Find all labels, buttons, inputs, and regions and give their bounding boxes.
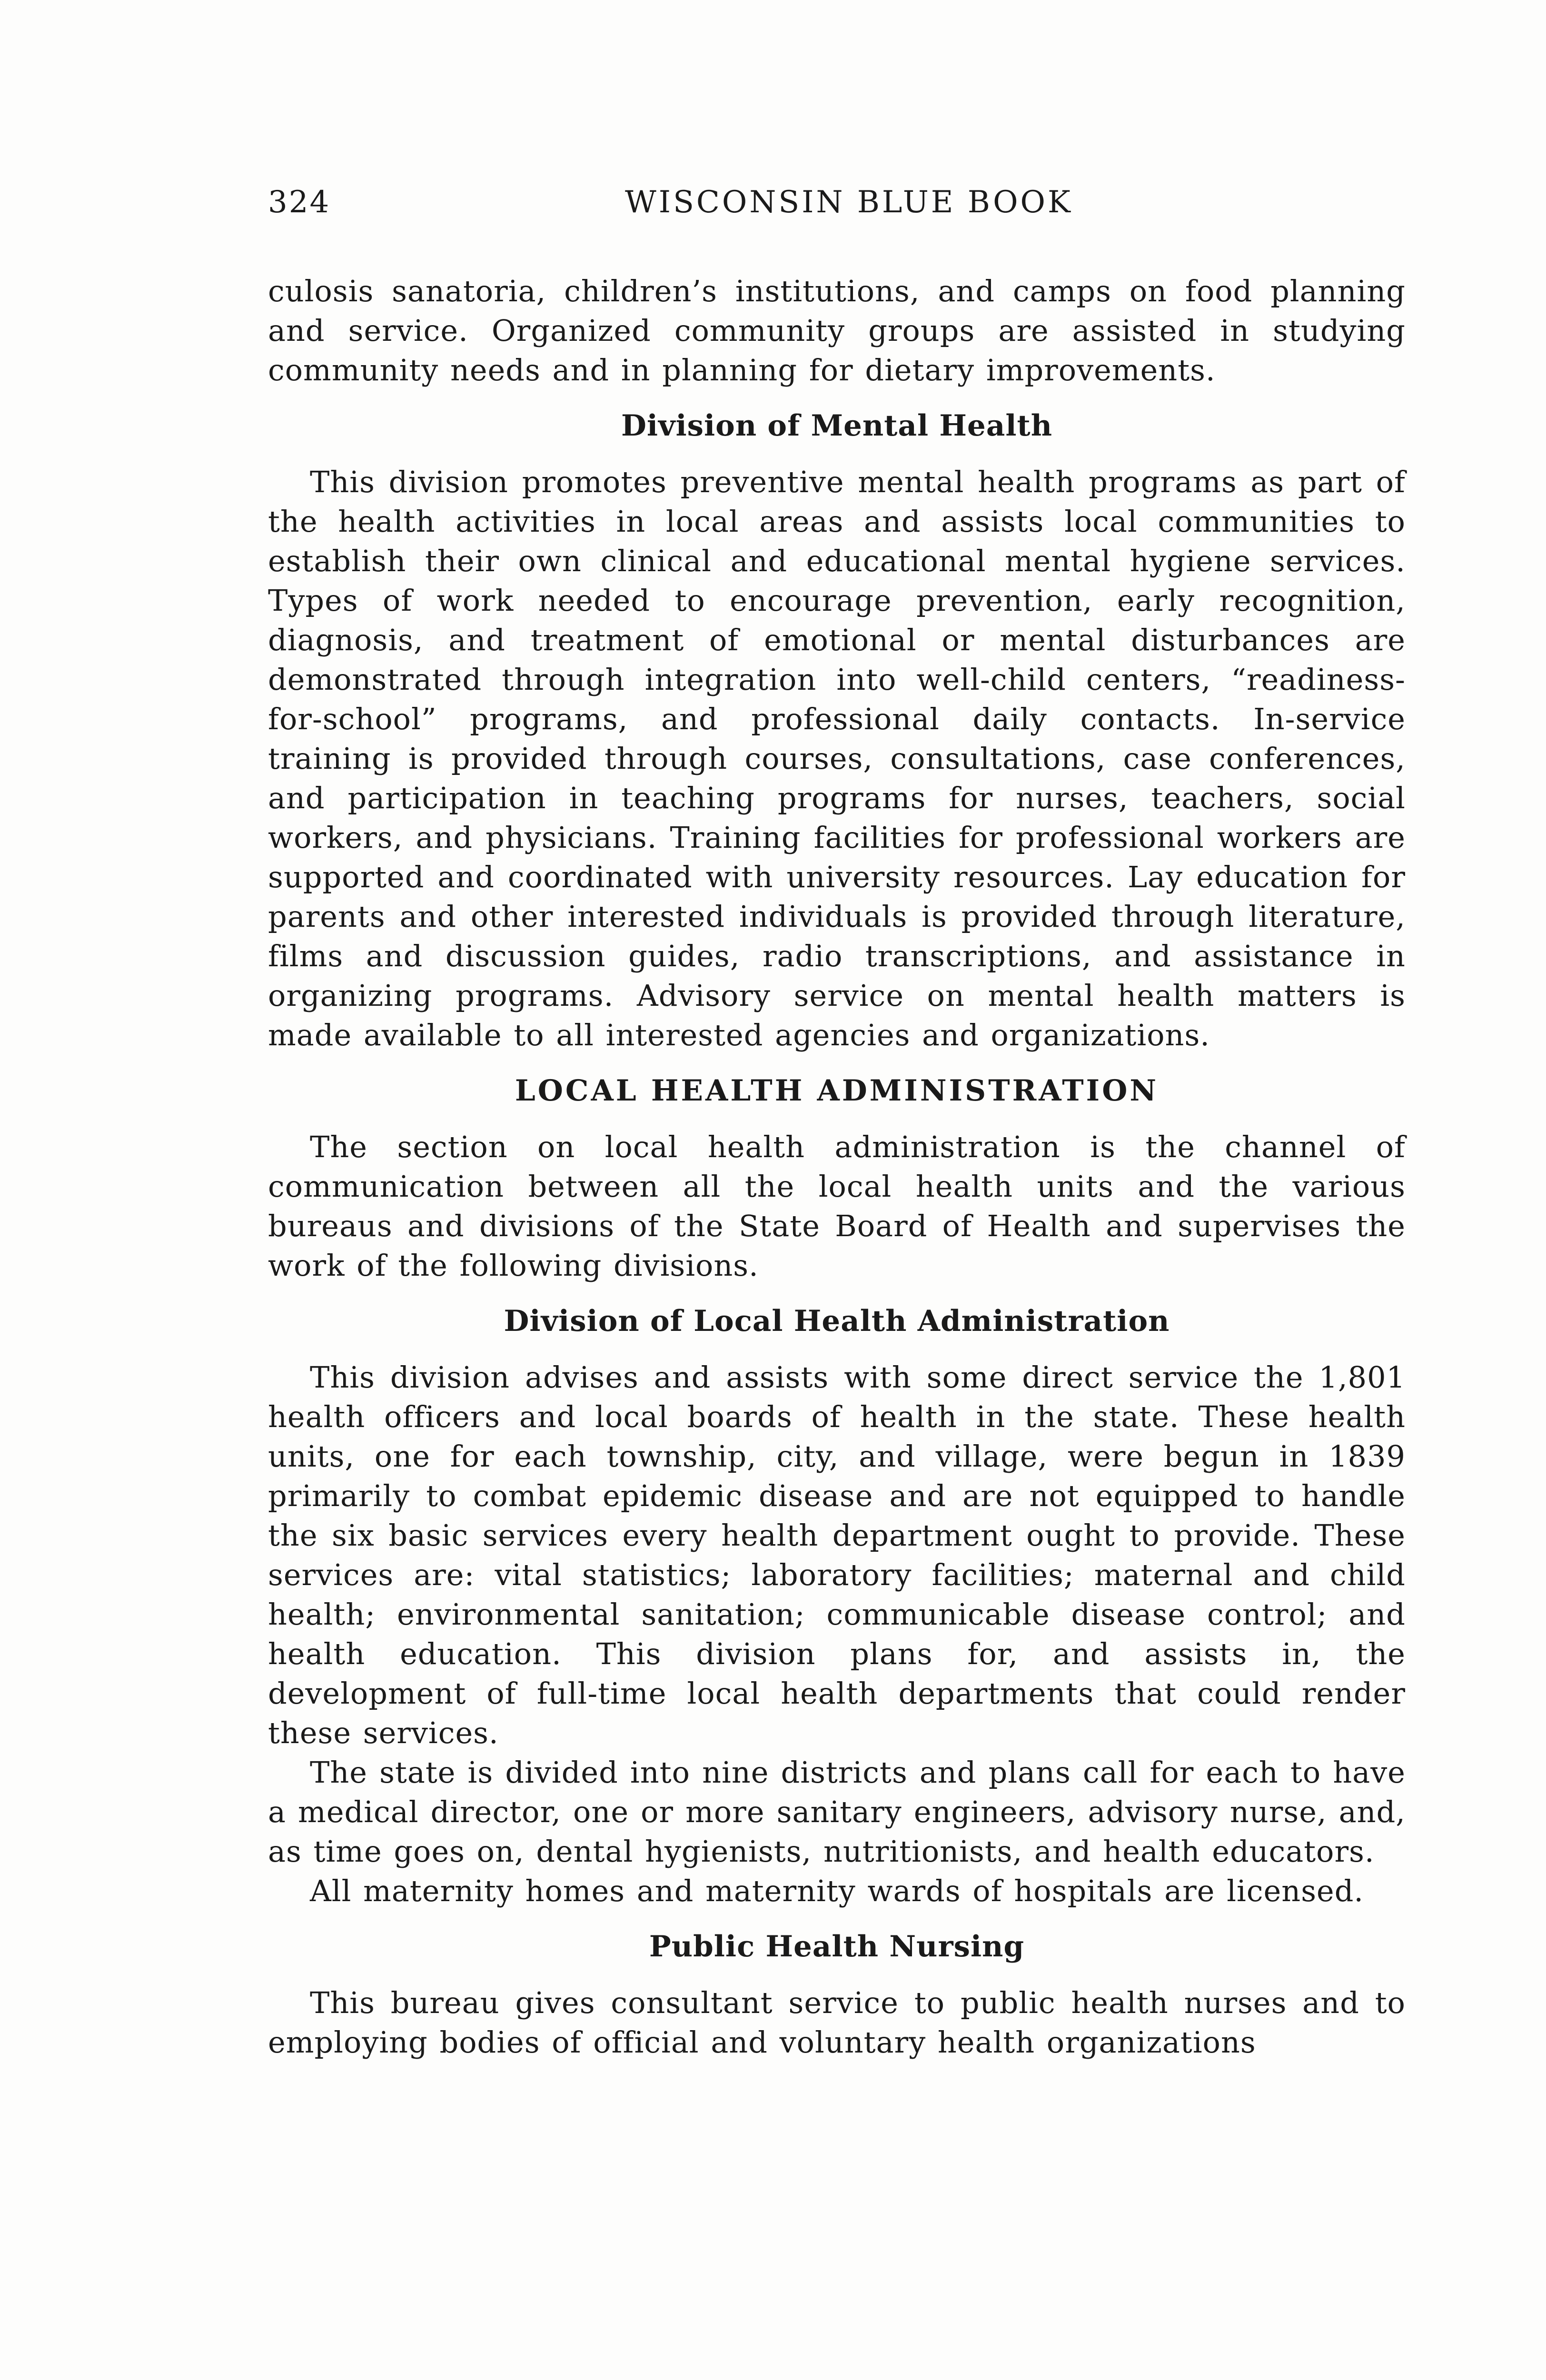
page-number: 324 [268, 185, 331, 220]
paragraph-districts: The state is divided into nine districts and plans call for each to have a medical director, one or more sanitary engineers, advisory nurse, and, as time goes on, dental hygienists, nutritionists, and health educators. [268, 1755, 1406, 1869]
running-title: WISCONSIN BLUE BOOK [625, 185, 1073, 220]
paragraph-intro: culosis sanatoria, children’s institutions, and camps on food planning and service. Organized community groups are assisted in studying community needs and in planning for dietary improvements. [268, 274, 1406, 387]
paragraph-maternity: All maternity homes and maternity wards of hospitals are licensed. [310, 1874, 1364, 1908]
paragraph-division-local-health: This division advises and assists with some direct service the 1,801 health officers and local boards of health in the state. These health units, one for each township, city, and village, were begun in 1839 primarily to combat epidemic disease and are not equipped to handle the six basic services every health department ought to provide. These services are: vital statistics; laboratory facilities; maternal and child health; environmental sanitation; communicable disease control; and health education. This division plans for, and assists in, the development of full-time local health departments that could render these services. [268, 1360, 1406, 1750]
heading-local-health-administration: LOCAL HEALTH ADMINISTRATION [515, 1074, 1159, 1108]
paragraph-mental-health: This division promotes preventive mental health programs as part of the health activities in local areas and assists local communities to establish their own clinical and educational mental hygiene services. Types of work needed to encourage prevention, early recognition, diagnosis, and treatment of emotional or mental disturbances are demonstrated through integration into well-child centers, “readiness-for-school” programs, and professional daily contacts. In-service training is provided through courses, consultations, case conferences, and participation in teaching programs for nurses, teachers, social workers, and physicians. Training facilities for professional workers are supported and coordinated with university resources. Lay education for parents and other interested individuals is provided through literature, films and discussion guides, radio transcriptions, and assistance in organizing programs. Advisory service on mental health matters is made available to all interested agencies and organizations. [268, 465, 1406, 1052]
heading-public-health-nursing: Public Health Nursing [649, 1930, 1025, 1964]
paragraph-public-health-nursing: This bureau gives consultant service to public health nurses and to employing bodies of official and voluntary health organizations [268, 1985, 1406, 2060]
heading-division-local-health: Division of Local Health Administration [504, 1304, 1170, 1338]
page-header [268, 176, 1406, 228]
paragraph-local-health-administration: The section on local health administration is the channel of communication between all the local health units and the various bureaus and divisions of the State Board of Health and supervises the work of the following divisions. [268, 1130, 1406, 1283]
heading-mental-health: Division of Mental Health [621, 409, 1053, 443]
text-column [268, 271, 1406, 2062]
